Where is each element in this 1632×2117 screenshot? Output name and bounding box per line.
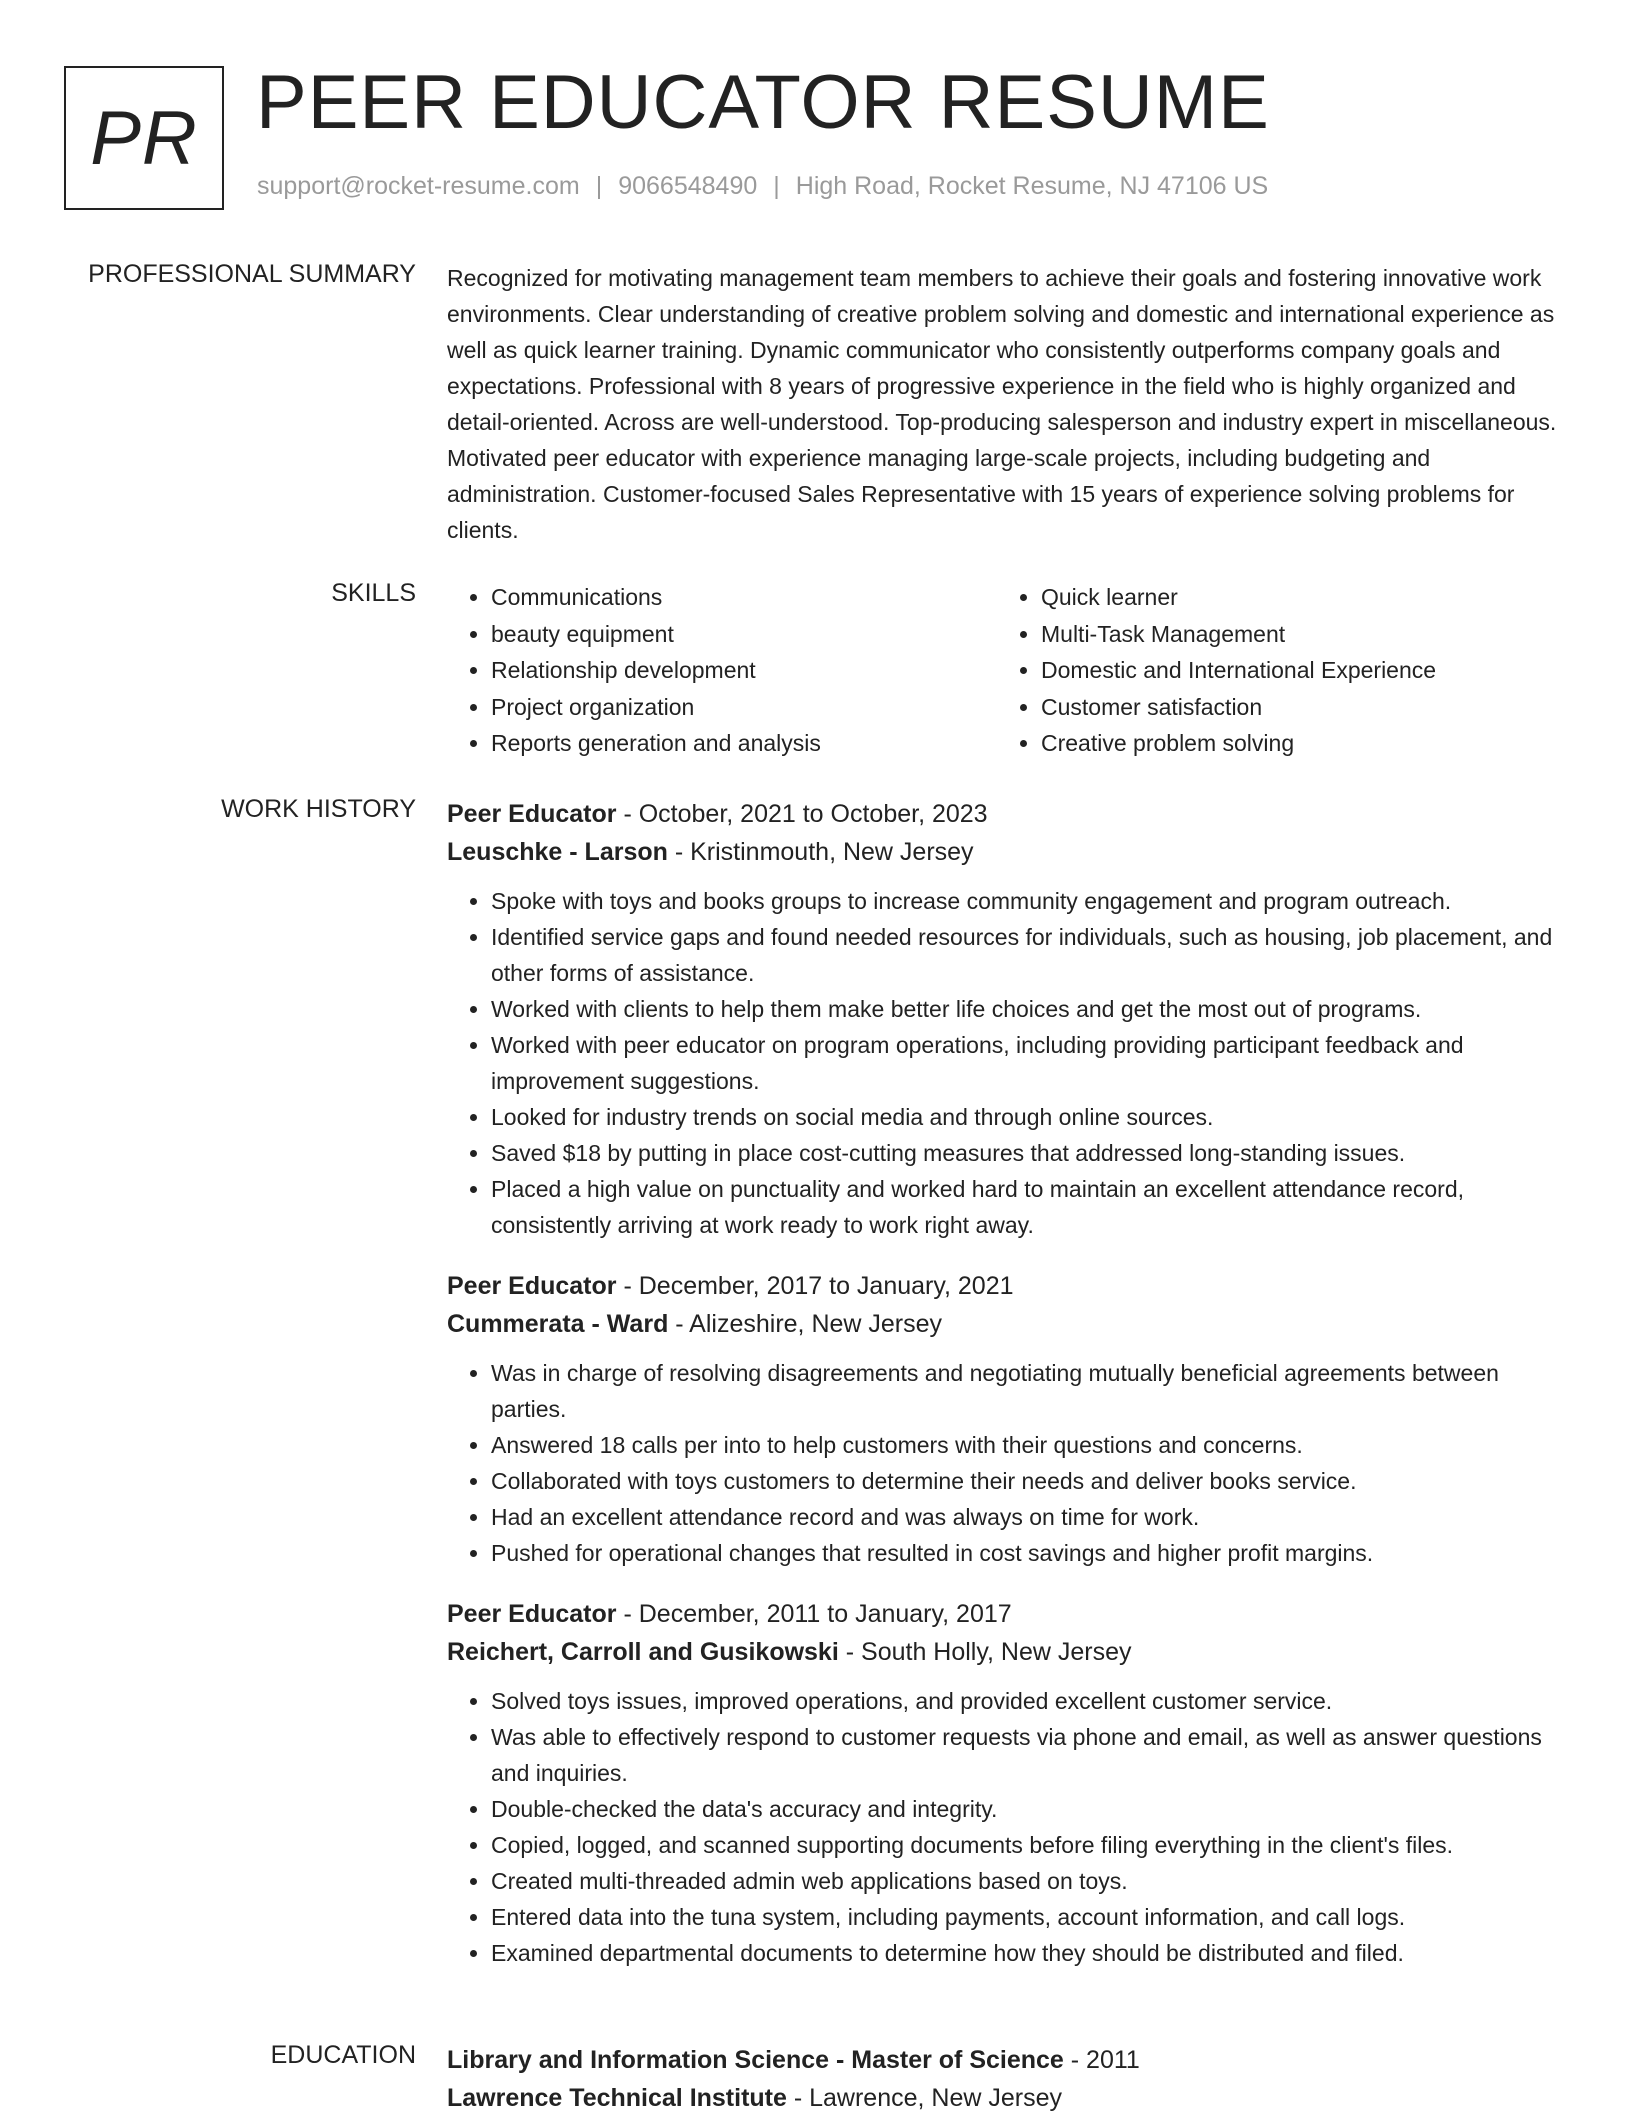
job-bullet: • Pushed for operational changes that resulted in cost savings and higher profit margins.: [491, 1535, 1567, 1571]
skill-item: • Multi-Task Management: [1041, 616, 1547, 653]
job-bullet: • Worked with clients to help them make better life choices and get the most out of programs.: [491, 991, 1567, 1027]
skill-item: • Project organization: [491, 689, 997, 726]
job-bullet: • Was able to effectively respond to customer requests via phone and email, as well as answer questions and inquiries.: [491, 1719, 1567, 1791]
job-bullet: • Created multi-threaded admin web applications based on toys.: [491, 1863, 1567, 1899]
education-body: [447, 2041, 1567, 2117]
contact-address: High Road, Rocket Resume, NJ 47106 US: [795, 172, 1269, 200]
skills-columns: [447, 579, 1567, 762]
summary-text: Recognized for motivating management team members to achieve their goals and fostering innovative work environments. Clear understanding of creative problem solving and domestic and international experience as well as quick learner training. Dynamic communicator who consistently outperforms company goals and expectations. Professional with 8 years of progressive experience in the field who is highly organized and detail-oriented. Across are well-understood. Top-producing salesperson and industry expert in miscellaneous. Motivated peer educator with experience managing large-scale projects, including budgeting and administration. Customer-focused Sales Representative with 15 years of experience solving problems for clients.: [447, 265, 1557, 543]
skill-item: • Quick learner: [1041, 579, 1547, 616]
job-bullet: • Was in charge of resolving disagreements and negotiating mutually beneficial agreements between parties.: [491, 1355, 1567, 1427]
skill-item: • Reports generation and analysis: [491, 725, 997, 762]
education-school: Lawrence Technical Institute: [447, 2084, 787, 2112]
job-bullet: • Entered data into the tuna system, including payments, account information, and call logs.: [491, 1899, 1567, 1935]
contact-separator: |: [595, 172, 603, 200]
job-bullet: • Double-checked the data's accuracy and integrity.: [491, 1791, 1567, 1827]
job-bullet: • Identified service gaps and found needed resources for individuals, such as housing, job placement, and other forms of assistance.: [491, 919, 1567, 991]
education-school-line: [447, 2079, 1567, 2117]
job-dates: - December, 2011 to January, 2017: [616, 1600, 1012, 1628]
job-dates: - December, 2017 to January, 2021: [616, 1272, 1014, 1300]
skill-item: • Creative problem solving: [1041, 725, 1547, 762]
skills-left-list: [447, 579, 997, 762]
job-bullet: • Looked for industry trends on social media and through online sources.: [491, 1099, 1567, 1135]
skill-item: • Relationship development: [491, 652, 997, 689]
job-company: Reichert, Carroll and Gusikowski: [447, 1638, 839, 1666]
contact-email: support@rocket-resume.com: [257, 172, 580, 200]
skills-heading: SKILLS: [331, 579, 416, 607]
education-heading: EDUCATION: [270, 2041, 416, 2069]
summary-body: [447, 260, 1567, 548]
job-title: Peer Educator: [447, 800, 617, 828]
job-entry: [447, 1595, 1567, 1971]
skills-right-list: [997, 579, 1547, 762]
skill-item: • beauty equipment: [491, 616, 997, 653]
contact-phone: 9066548490: [618, 172, 758, 200]
contact-separator: |: [773, 172, 780, 200]
job-title: Peer Educator: [447, 1272, 617, 1300]
job-bullet: • Copied, logged, and scanned supporting documents before filing everything in the client's files.: [491, 1827, 1567, 1863]
job-company: Leuschke - Larson: [447, 838, 668, 866]
work-history-body: [447, 795, 1567, 1971]
job-bullet: • Spoke with toys and books groups to increase community engagement and program outreach.: [491, 883, 1567, 919]
job-bullet: • Had an excellent attendance record and was always on time for work.: [491, 1499, 1567, 1535]
job-title: Peer Educator: [447, 1600, 617, 1628]
monogram-logo: [64, 66, 224, 210]
job-bullet: • Solved toys issues, improved operations, and provided excellent customer service.: [491, 1683, 1567, 1719]
job-company-line: [447, 1633, 1567, 1671]
job-bullet: • Placed a high value on punctuality and worked hard to maintain an excellent attendance record, consistently arriving at work ready to work right away.: [491, 1171, 1567, 1243]
education-degree: Library and Information Science - Master of Science: [447, 2046, 1064, 2074]
job-dates: - October, 2021 to October, 2023: [616, 800, 988, 828]
skill-item: • Communications: [491, 579, 997, 616]
job-location: - Alizeshire, New Jersey: [668, 1310, 943, 1338]
job-bullet: • Collaborated with toys customers to determine their needs and deliver books service.: [491, 1463, 1567, 1499]
education-location: - Lawrence, New Jersey: [786, 2084, 1063, 2112]
contact-line: [257, 172, 1268, 201]
monogram-initials: PR: [90, 95, 198, 181]
job-bullet-list: [447, 883, 1567, 1243]
job-bullet-list: [447, 1355, 1567, 1571]
job-bullet-list: [447, 1683, 1567, 1971]
job-bullet: • Saved $18 by putting in place cost-cutting measures that addressed long-standing issues.: [491, 1135, 1567, 1171]
job-entry: [447, 795, 1567, 1243]
job-bullet: • Examined departmental documents to determine how they should be distributed and filed.: [491, 1935, 1567, 1971]
job-title-line: [447, 1267, 1567, 1305]
job-bullet: • Answered 18 calls per into to help customers with their questions and concerns.: [491, 1427, 1567, 1463]
job-company-line: [447, 1305, 1567, 1343]
job-company-line: [447, 833, 1567, 871]
skills-body: [447, 579, 1567, 762]
skill-item: • Domestic and International Experience: [1041, 652, 1547, 689]
job-title-line: [447, 795, 1567, 833]
job-title-line: [447, 1595, 1567, 1633]
resume-title: PEER EDUCATOR RESUME: [256, 60, 1270, 145]
education-year: - 2011: [1063, 2046, 1140, 2074]
job-entry: [447, 1267, 1567, 1571]
job-company: Cummerata - Ward: [447, 1310, 669, 1338]
skill-item: • Customer satisfaction: [1041, 689, 1547, 726]
job-location: - Kristinmouth, New Jersey: [667, 838, 974, 866]
summary-heading: PROFESSIONAL SUMMARY: [88, 260, 416, 288]
job-bullet: • Worked with peer educator on program operations, including providing participant feedback and improvement suggestions.: [491, 1027, 1567, 1099]
work-history-heading: WORK HISTORY: [221, 795, 416, 823]
job-location: - South Holly, New Jersey: [838, 1638, 1132, 1666]
education-degree-line: [447, 2041, 1567, 2079]
